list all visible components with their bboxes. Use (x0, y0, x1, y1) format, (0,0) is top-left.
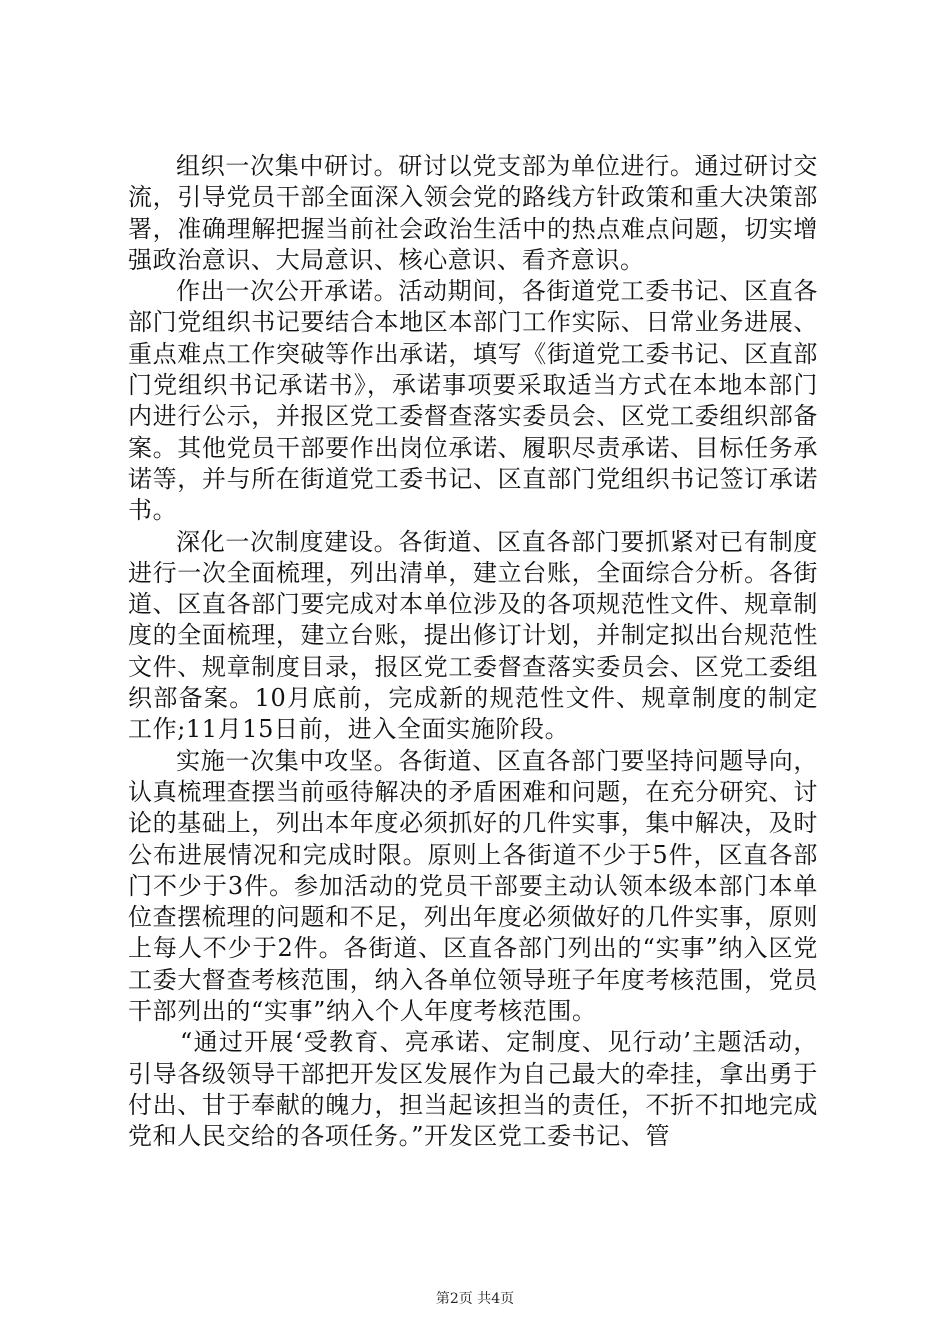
page-number-footer: 第2页 共4页 (435, 1291, 515, 1307)
paragraph-focused-effort: 实施一次集中攻坚。各街道、区直各部门要坚持问题导向，认真梳理查摆当前亟待解决的矛盾困难和问题，在充分研究、讨论的基础上，列出本年度必须抓好的几件实事，集中解决，及时公布进展情况和完成时限。原则上各街道不少于5件，区直各部门不少于3件。参加活动的党员干部要主动认领本级本部门本单位查摆梳理的问题和不足，列出年度必须做好的几件实事，原则上每人不少于2件。各街道、区直各部门列出的“实事”纳入区党工委大督查考核范围，纳入各单位领导班子年度考核范围，党员干部列出的“实事”纳入个人年度考核范围。 (128, 746, 818, 1026)
paragraph-system-building: 深化一次制度建设。各街道、区直各部门要抓紧对已有制度进行一次全面梳理，列出清单，建立台账，全面综合分析。各街道、区直各部门要完成对本单位涉及的各项规范性文件、规章制度的全面梳理，建立台账，提出修订计划，并制定拟出台规范性文件、规章制度目录，报区党工委督查落实委员会、区党工委组织部备案。10月底前，完成新的规范性文件、规章制度的制定工作;11月15日前，进入全面实施阶段。 (128, 527, 818, 744)
paragraph-seminar: 组织一次集中研讨。研讨以党支部为单位进行。通过研讨交流，引导党员干部全面深入领会党的路线方针政策和重大决策部署，准确理解把握当前社会政治生活中的热点难点问题，切实增强政治意识、大局意识、核心意识、看齐意识。 (128, 152, 818, 274)
paragraph-commitment: 作出一次公开承诺。活动期间，各街道党工委书记、区直各部门党组织书记要结合本地区本部门工作实际、日常业务进展、重点难点工作突破等作出承诺，填写《街道党工委书记、区直部门党组织书记承诺书》，承诺事项要采取适当方式在本地本部门内进行公示，并报区党工委督查落实委员会、区党工委组织部备案。其他党员干部要作出岗位承诺、履职尽责承诺、目标任务承诺等，并与所在街道党工委书记、区直部门党组织书记签订承诺书。 (128, 277, 818, 525)
document-body (128, 151, 818, 1153)
paragraph-quote: “通过开展‘受教育、亮承诺、定制度、见行动’主题活动，引导各级领导干部把开发区发展作为自己最大的牵挂，拿出勇于付出、甘于奉献的魄力，担当起该担当的责任，不折不扣地完成党和人民交给的各项任务。”开发区党工委书记、管 (128, 1028, 818, 1151)
